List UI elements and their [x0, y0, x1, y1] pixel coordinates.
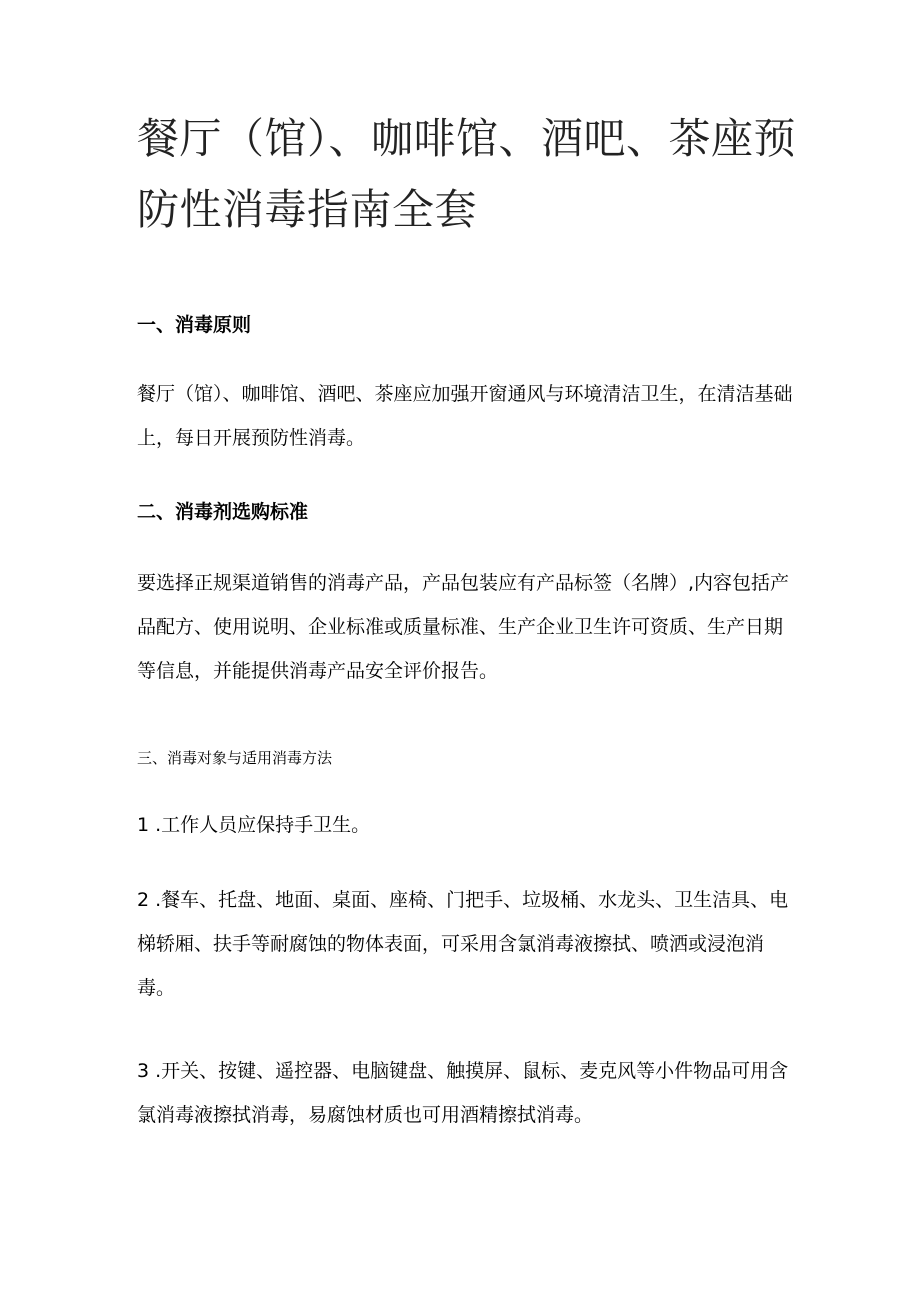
section-heading-principles: 一、消毒原则 [137, 314, 252, 336]
list-item: 2 .餐车、托盘、地面、桌面、座椅、门把手、垃圾桶、水龙头、卫生洁具、电梯轿厢、扶手等耐腐蚀的物体表面，可采用含氯消毒液擦拭、喷洒或浸泡消毒。 [137, 889, 789, 999]
section-body-purchase-standard: 要选择正规渠道销售的消毒产品，产品包装应有产品标签（名牌）,内容包括产品配方、使用说明、企业标准或质量标准、生产企业卫生许可资质、生产日期等信息，并能提供消毒产品安全评价报告。 [137, 572, 790, 682]
list-item: 1 .工作人员应保持手卫生。 [137, 814, 371, 836]
document-title: 餐厅（馆）、咖啡馆、酒吧、茶座预防性消毒指南全套 [137, 114, 797, 234]
list-item: 3 .开关、按键、遥控器、电脑键盘、触摸屏、鼠标、麦克风等小件物品可用含氯消毒液擦拭消毒，易腐蚀材质也可用酒精擦拭消毒。 [137, 1060, 789, 1126]
section-heading-objects-methods: 三、消毒对象与适用消毒方法 [137, 749, 333, 767]
section-body-principles: 餐厅（馆）、咖啡馆、酒吧、茶座应加强开窗通风与环境清洁卫生，在清洁基础上，每日开展预防性消毒。 [137, 383, 793, 449]
section-heading-purchase-standard: 二、消毒剂选购标准 [137, 501, 309, 523]
